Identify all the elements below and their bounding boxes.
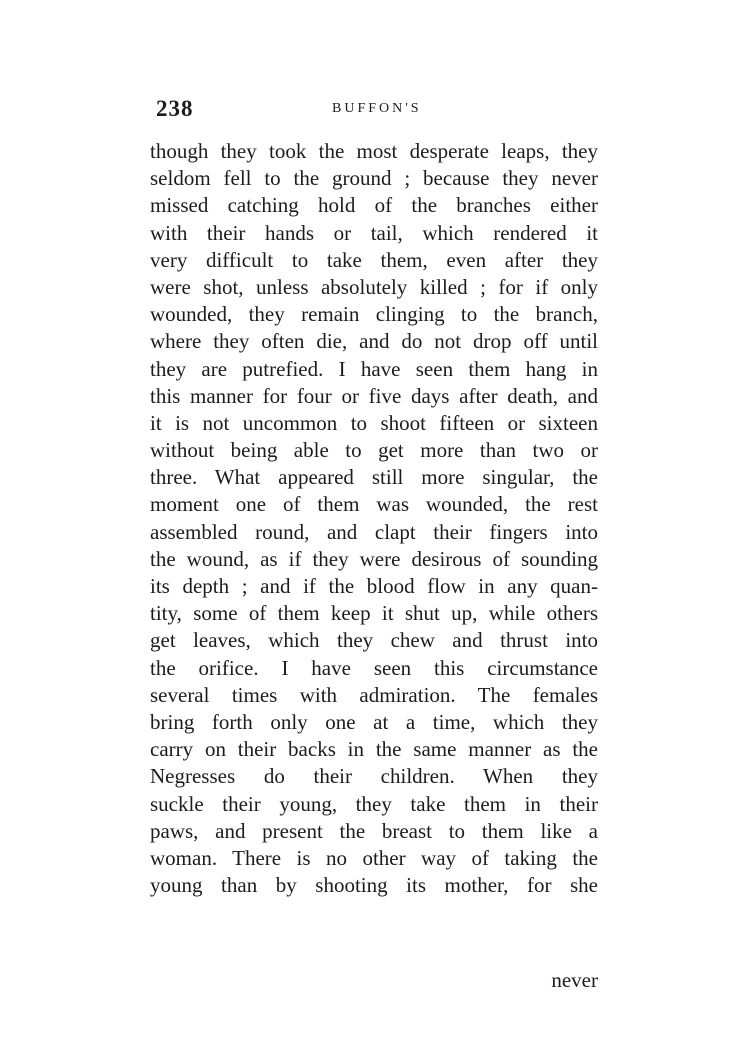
text-line: assembled round, and clapt their fingers into [150, 519, 598, 544]
text-line: get leaves, which they chew and thrust into [150, 628, 598, 653]
text-line: without being able to get more than two or [150, 438, 598, 463]
page-header [152, 96, 598, 128]
text-line: the orifice. I have seen this circumstance [150, 655, 598, 680]
text-line: missed catching hold of the branches either [150, 193, 598, 218]
text-line: very difficult to take them, even after they [150, 247, 598, 272]
text-line: moment one of them was wounded, the rest [150, 492, 598, 517]
body-text [150, 138, 598, 899]
text-line: were shot, unless absolutely killed ; for if only [150, 274, 598, 299]
text-line: three. What appeared still more singular, the [150, 465, 598, 490]
text-line: this manner for four or five days after death, and [150, 383, 598, 408]
text-line: suckle their young, they take them in their [150, 791, 598, 816]
text-line: with their hands or tail, which rendered it [150, 220, 598, 245]
text-line: bring forth only one at a time, which they [150, 709, 598, 734]
text-line: tity, some of them keep it shut up, while others [150, 601, 598, 626]
text-line: woman. There is no other way of taking the [150, 845, 598, 870]
text-line: though they took the most desperate leaps, they [150, 139, 598, 163]
text-line: Negresses do their children. When they [150, 764, 598, 789]
text-line: the wound, as if they were desirous of sounding [150, 546, 598, 571]
text-line: several times with admiration. The females [150, 682, 598, 707]
text-line: its depth ; and if the blood flow in any quan- [150, 574, 598, 598]
catchword: never [551, 968, 598, 992]
text-line: wounded, they remain clinging to the branch, [150, 302, 598, 327]
text-line: seldom fell to the ground ; because they never [150, 166, 598, 191]
text-line: they are putrefied. I have seen them hang in [150, 356, 598, 381]
text-line: it is not uncommon to shoot fifteen or sixteen [150, 410, 598, 435]
running-title: BUFFON'S [332, 101, 422, 116]
text-line: paws, and present the breast to them like a [150, 818, 598, 843]
page-number: 238 [156, 96, 194, 121]
text-line: where they often die, and do not drop off until [150, 329, 598, 354]
text-line: young than by shooting its mother, for she [150, 873, 598, 898]
text-line: carry on their backs in the same manner as the [150, 737, 598, 762]
